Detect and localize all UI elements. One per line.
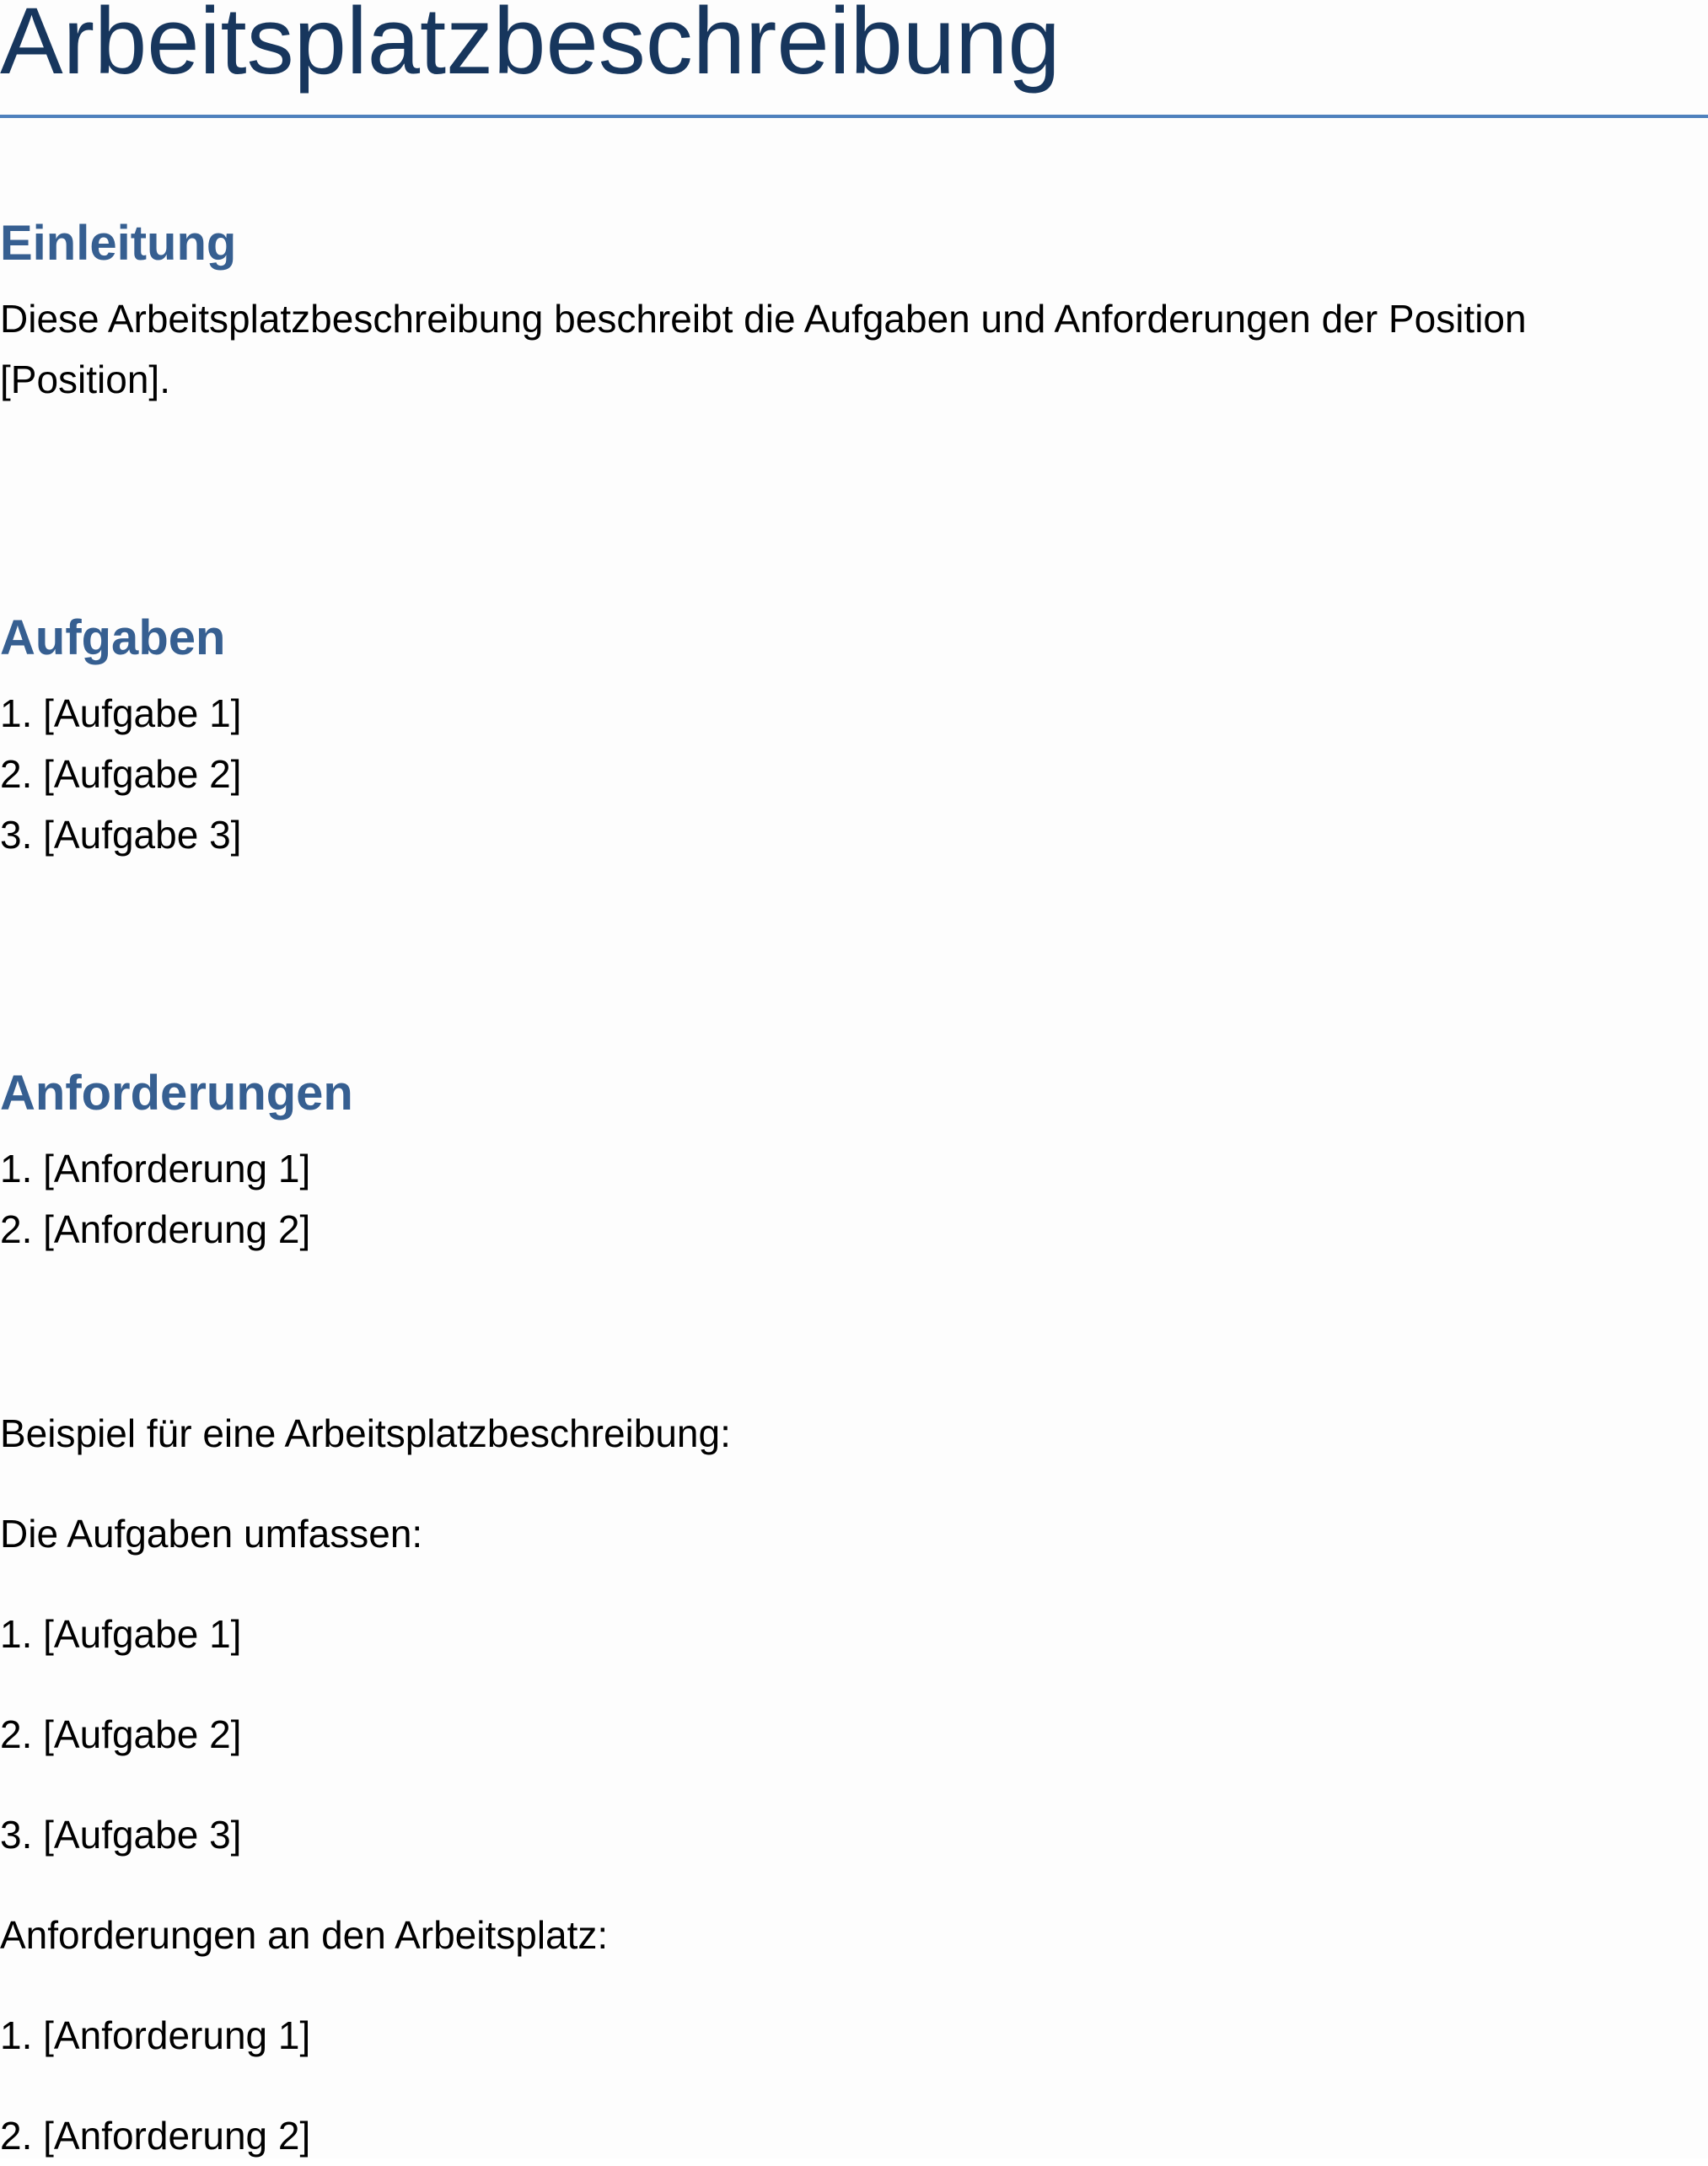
example-requirement-item: 2. [Anforderung 2] [0, 2114, 311, 2158]
example-task-item: 3. [Aufgabe 3] [0, 1813, 242, 1857]
example-requirement-item: 1. [Anforderung 1] [0, 2013, 311, 2057]
example-requirements-intro: Anforderungen an den Arbeitsplatz: [0, 1913, 609, 1957]
document-title: Arbeitsplatzbeschreibung [0, 0, 1061, 94]
example-task-item: 1. [Aufgabe 1] [0, 1612, 242, 1656]
heading-aufgaben: Aufgaben [0, 610, 226, 665]
anforderungen-list-item: 2. [Anforderung 2] [0, 1207, 311, 1251]
aufgaben-list-item: 1. [Aufgabe 1] [0, 691, 242, 735]
title-divider [0, 115, 1708, 118]
heading-einleitung: Einleitung [0, 216, 237, 271]
einleitung-text-line-2: [Position]. [0, 357, 170, 401]
aufgaben-list-item: 3. [Aufgabe 3] [0, 813, 242, 857]
anforderungen-list-item: 1. [Anforderung 1] [0, 1147, 311, 1190]
einleitung-text-line-1: Diese Arbeitsplatzbeschreibung beschreibt die Aufgaben und Anforderungen der Position [0, 297, 1527, 341]
example-intro: Beispiel für eine Arbeitsplatzbeschreibung: [0, 1411, 731, 1455]
aufgaben-list-item: 2. [Aufgabe 2] [0, 752, 242, 796]
heading-anforderungen: Anforderungen [0, 1066, 353, 1121]
example-task-item: 2. [Aufgabe 2] [0, 1712, 242, 1756]
example-tasks-intro: Die Aufgaben umfassen: [0, 1512, 423, 1556]
